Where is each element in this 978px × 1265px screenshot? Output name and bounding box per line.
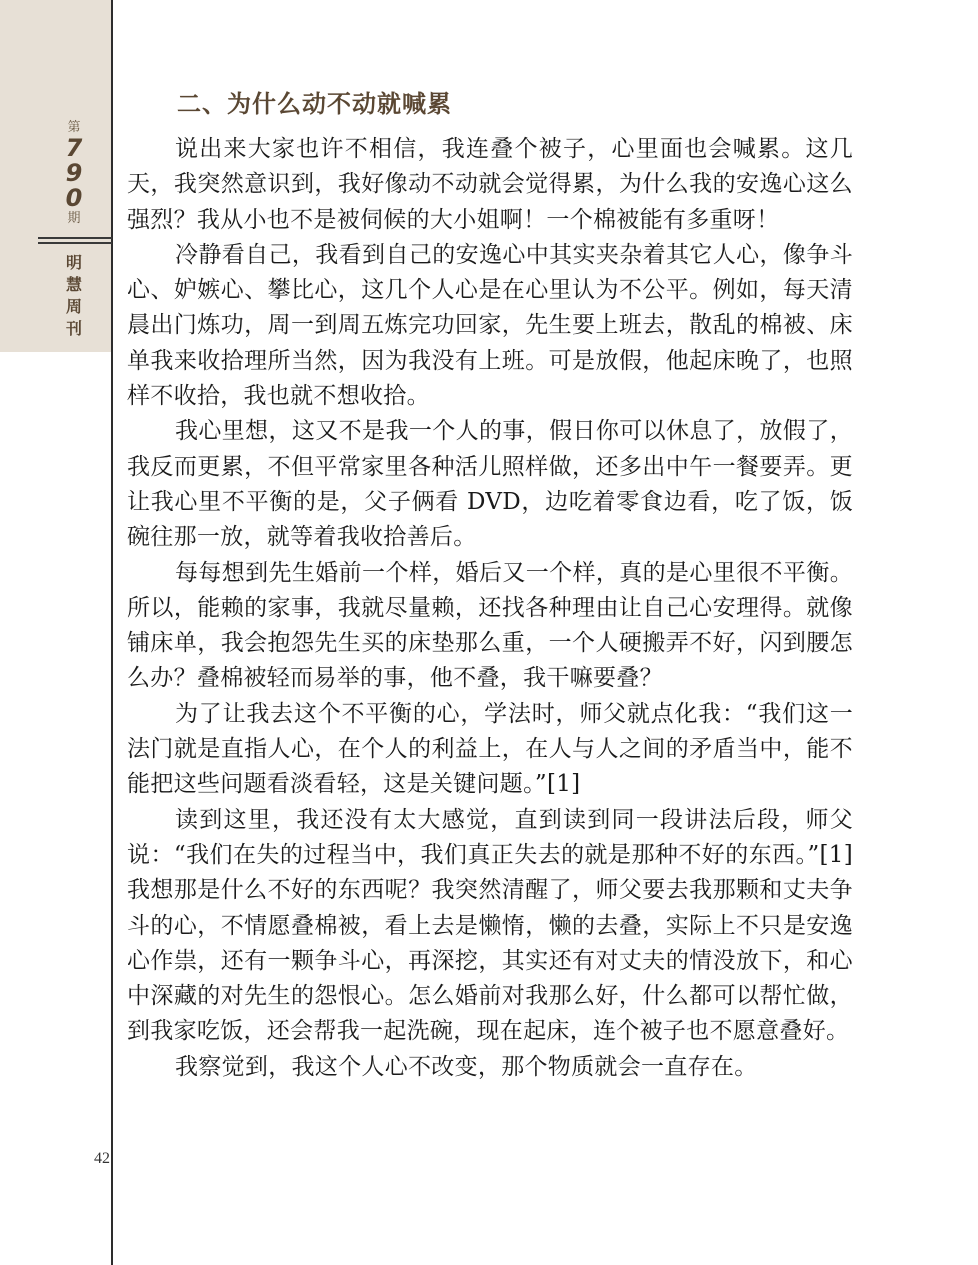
sidebar-divider	[38, 242, 112, 244]
sidebar-divider	[38, 237, 112, 239]
paragraph: 为了让我去这个不平衡的心，学法时，师父就点化我：“我们这一法门就是直指人心，在个人的利益上，在人与人之间的矛盾当中，能不能把这些问题看淡看轻，这是关键问题。”[1]	[127, 700, 853, 798]
publication-name	[36, 252, 112, 340]
page-number: 42	[94, 1150, 110, 1167]
issue-digit: 0	[65, 184, 83, 212]
paragraph: 我察觉到，我这个人心不改变，那个物质就会一直存在。	[175, 1053, 758, 1080]
issue-digit: 9	[65, 159, 83, 187]
publication-char: 周	[65, 297, 82, 316]
sidebar-band-lower	[0, 352, 112, 1265]
issue-number	[36, 136, 112, 211]
section-title: 二、为什么动不动就喊累	[177, 90, 452, 118]
publication-char: 明	[65, 253, 82, 272]
issue-digit: 7	[65, 134, 83, 162]
publication-char: 慧	[65, 275, 82, 294]
publication-char: 刊	[65, 319, 82, 338]
issue-label	[36, 120, 112, 238]
article-body	[127, 84, 853, 1085]
issue-suffix: 期	[67, 211, 81, 226]
paragraph: 每每想到先生婚前一个样，婚后又一个样，真的是心里很不平衡。所以，能赖的家事，我就尽量赖，还找各种理由让自己心安理得。就像铺床单，我会抱怨先生买的床垫那么重，一个人硬搬弄不好，闪到腰怎么办？叠棉被轻而易举的事，他不叠，我干嘛要叠？	[127, 559, 853, 692]
issue-prefix: 第	[67, 120, 81, 135]
paragraph: 冷静看自己，我看到自己的安逸心中其实夹杂着其它人心，像争斗心、妒嫉心、攀比心，这几个人心是在心里认为不公平。例如，每天清晨出门炼功，周一到周五炼完功回家，先生要上班去，散乱的棉被、床单我来收拾理所当然，因为我没有上班。可是放假，他起床晚了，也照样不收拾，我也就不想收拾。	[127, 241, 853, 410]
paragraph: 我心里想，这又不是我一个人的事，假日你可以休息了，放假了，我反而更累，不但平常家里各种活儿照样做，还多出中午一餐要弄。更让我心里不平衡的是，父子俩看 DVD，边吃着零食边看，吃了饭，饭碗往那一放，就等着我收拾善后。	[127, 418, 853, 551]
paragraph: 说出来大家也许不相信，我连叠个被子，心里面也会喊累。这几天，我突然意识到，我好像动不动就会觉得累，为什么我的安逸心这么强烈？我从小也不是被伺候的大小姐啊！一个棉被能有多重呀！	[127, 136, 853, 233]
paragraph: 读到这里，我还没有太大感觉，直到读到同一段讲法后段，师父说：“我们在失的过程当中，我们真正失去的就是那种不好的东西。”[1] 我想那是什么不好的东西呢？我突然清醒了，师父要去我那颗和丈夫争斗的心，不情愿叠棉被，看上去是懒惰，懒的去叠，实际上不只是安逸心作祟，还有一颗争斗心，再深挖，其实还有对丈夫的情没放下，和心中深藏的对先生的怨恨心。怎么婚前对我那么好，什么都可以帮忙做，到我家吃饭，还会帮我一起洗碗，现在起床，连个被子也不愿意叠好。	[127, 806, 853, 1045]
